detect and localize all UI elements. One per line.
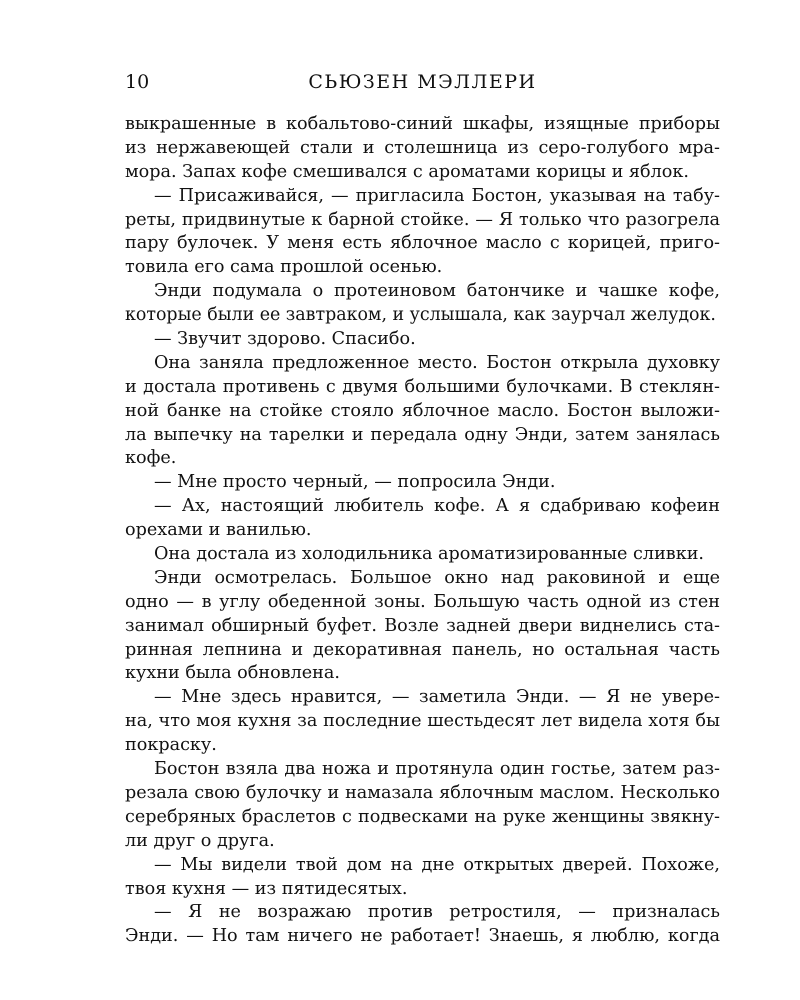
text-line: Бостон взяла два ножа и протянула один гостье, затем раз- xyxy=(154,759,720,780)
text-line: ринная лепнина и декоративная панель, но остальная часть xyxy=(125,639,720,660)
text-line: пару булочек. У меня есть яблочное масло с корицей, приго- xyxy=(125,233,720,254)
text-line: которые были ее завтраком, и услышала, как заурчал желудок. xyxy=(125,305,716,326)
text-line: товила его сама прошлой осенью. xyxy=(125,257,443,278)
text-line: одно — в углу обеденной зоны. Большую часть одной из стен xyxy=(125,591,720,612)
text-line: ной банке на стойке стояло яблочное масло. Бостон выложи- xyxy=(125,400,720,421)
text-line: — Мне здесь нравится, — заметила Энди. — Я не увере- xyxy=(154,687,720,708)
text-line: покраску. xyxy=(125,735,217,756)
text-line: Энди осмотрелась. Большое окно над раковиной и еще xyxy=(154,567,720,588)
text-line: — Я не возражаю против ретростиля, — призналась xyxy=(154,902,720,923)
text-line: реты, придвинутые к барной стойке. — Я только что разогрела xyxy=(125,209,720,230)
text-line: — Звучит здорово. Спасибо. xyxy=(154,329,416,350)
text-line: серебряных браслетов с подвесками на руке женщины звякну- xyxy=(125,806,720,827)
text-line: Она достала из холодильника ароматизированные сливки. xyxy=(154,544,705,565)
text-line: Энди. — Но там ничего не работает! Знаешь, я люблю, когда xyxy=(125,926,720,947)
text-line: ли друг о друга. xyxy=(125,830,275,851)
body-text xyxy=(125,113,720,949)
page-header xyxy=(125,71,720,99)
text-line: — Мы видели твой дом на дне открытых дверей. Похоже, xyxy=(154,854,720,875)
text-line: занимал обширный буфет. Возле задней двери виднелись ста- xyxy=(125,615,720,636)
text-line: резала свою булочку и намазала яблочным маслом. Несколько xyxy=(125,782,720,803)
text-line: мора. Запах кофе смешивался с ароматами корицы и яблок. xyxy=(125,161,689,182)
text-line: на, что моя кухня за последние шестьдесят лет видела хотя бы xyxy=(125,711,720,732)
page-number: 10 xyxy=(125,71,150,93)
text-line: — Ах, настоящий любитель кофе. А я сдабриваю кофеин xyxy=(154,496,720,517)
text-line: кухни была обновлена. xyxy=(125,663,340,684)
text-line: — Присаживайся, — пригласила Бостон, указывая на табу- xyxy=(154,185,720,206)
text-line: из нержавеющей стали и столешница из серо-голубого мра- xyxy=(125,137,720,158)
running-head-author: СЬЮЗЕН МЭЛЛЕРИ xyxy=(308,71,537,93)
text-line: Она заняла предложенное место. Бостон открыла духовку xyxy=(154,352,720,373)
text-line: твоя кухня — из пятидесятых. xyxy=(125,878,408,899)
text-line: — Мне просто черный, — попросила Энди. xyxy=(154,472,556,493)
text-line: выкрашенные в кобальтово-синий шкафы, изящные приборы xyxy=(125,114,720,134)
text-line: Энди подумала о протеиновом батончике и чашке кофе, xyxy=(154,281,720,302)
text-line: ла выпечку на тарелки и передала одну Энди, затем занялась xyxy=(125,424,720,445)
text-line: орехами и ванилью. xyxy=(125,520,312,541)
text-line: кофе. xyxy=(125,448,177,469)
text-line: и достала противень с двумя большими булочками. В стеклян- xyxy=(125,376,720,397)
